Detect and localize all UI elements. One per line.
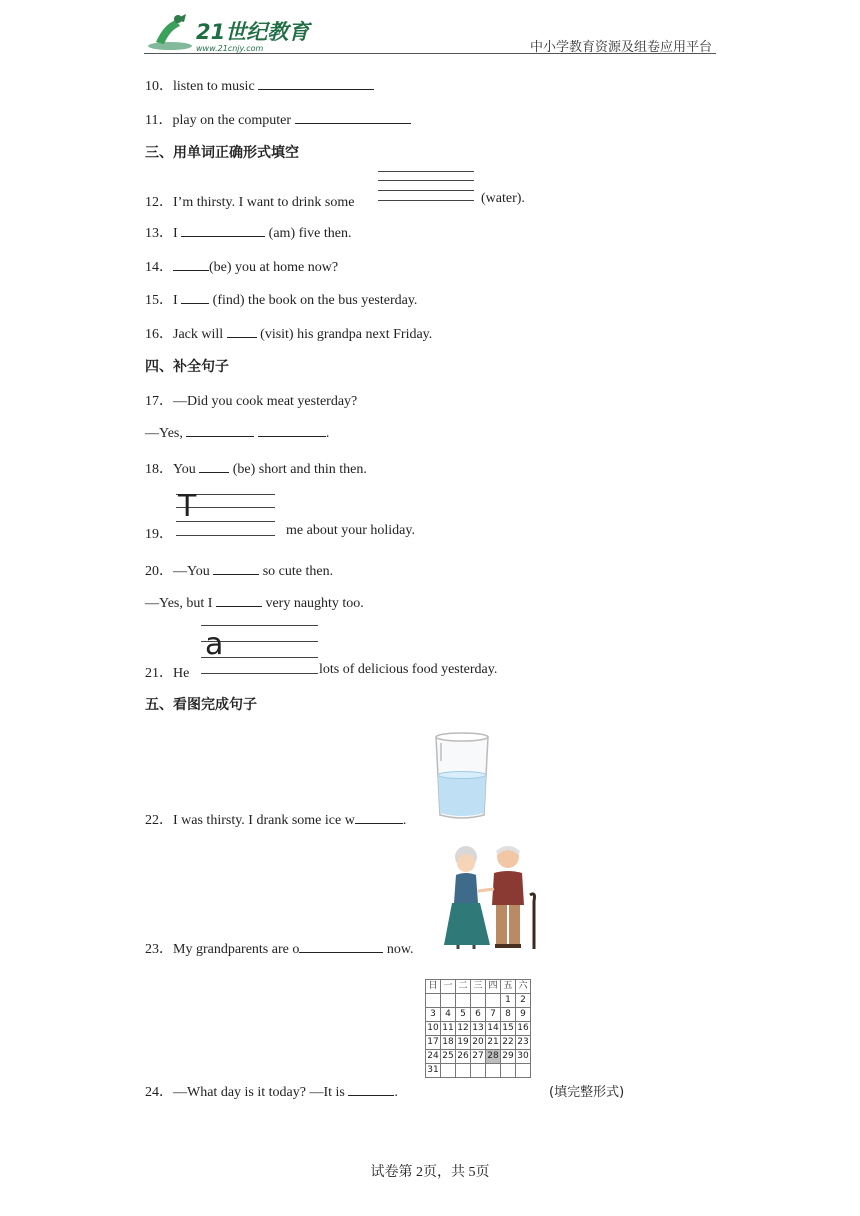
calendar-day-cell <box>471 1064 486 1078</box>
question-21-text: lots of delicious food yesterday. <box>319 662 498 677</box>
question-12-hint: (water). <box>481 191 525 206</box>
question-21: 21．He <box>145 666 190 681</box>
answer-blank[interactable] <box>227 325 257 338</box>
answer-blank[interactable] <box>355 811 403 824</box>
question-22: 22．I was thirsty. I drank some ice w . <box>145 813 407 828</box>
calendar-day-cell <box>486 1064 501 1078</box>
question-20-answer: —Yes, but I very naughty too. <box>145 596 364 611</box>
grandparents-image <box>442 841 538 951</box>
question-18: 18．You (be) short and thin then. <box>145 462 367 477</box>
calendar-header-cell: 六 <box>516 980 531 994</box>
answer-blank[interactable] <box>295 111 411 124</box>
calendar-day-cell: 8 <box>501 1008 516 1022</box>
question-20: 20．—You so cute then. <box>145 564 334 579</box>
question-11: 11．play on the computer <box>145 109 411 129</box>
question-15: 15．I (find) the book on the bus yesterday. <box>145 293 418 308</box>
section-3-title: 三、用单词正确形式填空 <box>145 145 299 161</box>
four-line-writing-area[interactable] <box>378 171 474 202</box>
calendar-header-cell: 日 <box>426 980 441 994</box>
calendar-day-cell: 11 <box>441 1022 456 1036</box>
question-16: 16．Jack will (visit) his grandpa next Friday. <box>145 327 433 342</box>
calendar-grid <box>425 979 531 1078</box>
calendar-day-cell: 4 <box>441 1008 456 1022</box>
svg-text:www.21cnjy.com: www.21cnjy.com <box>196 44 264 53</box>
calendar-day-cell: 19 <box>456 1036 471 1050</box>
question-19: 19． <box>145 527 173 542</box>
answer-blank[interactable] <box>299 940 383 953</box>
calendar-day-cell: 20 <box>471 1036 486 1050</box>
calendar-day-cell: 27 <box>471 1050 486 1064</box>
calendar-day-cell: 31 <box>426 1064 441 1078</box>
calendar-day-cell: 23 <box>516 1036 531 1050</box>
question-10: 10．listen to music <box>145 75 374 95</box>
site-logo <box>146 12 316 54</box>
question-13: 13．I (am) five then. <box>145 226 352 241</box>
calendar-day-cell: 22 <box>501 1036 516 1050</box>
calendar-day-cell: 29 <box>501 1050 516 1064</box>
calendar-day-cell: 7 <box>486 1008 501 1022</box>
question-24-note: (填完整形式) <box>549 1085 625 1100</box>
calendar-day-cell <box>456 994 471 1008</box>
calendar-day-cell: 6 <box>471 1008 486 1022</box>
calendar-day-cell <box>486 994 501 1008</box>
question-12: 12．I’m thirsty. I want to drink some <box>145 195 355 210</box>
answer-blank[interactable] <box>258 77 374 90</box>
glass-of-water-image <box>432 731 492 821</box>
calendar-day-cell <box>501 1064 516 1078</box>
calendar-day-cell <box>471 994 486 1008</box>
calendar-day-cell: 14 <box>486 1022 501 1036</box>
answer-blank[interactable] <box>186 424 254 437</box>
calendar-day-cell: 3 <box>426 1008 441 1022</box>
calendar-day-cell: 13 <box>471 1022 486 1036</box>
calendar-day-cell: 1 <box>501 994 516 1008</box>
calendar-header-cell: 三 <box>471 980 486 994</box>
calendar-day-cell: 2 <box>516 994 531 1008</box>
answer-blank[interactable] <box>181 224 265 237</box>
calendar-day-cell: 5 <box>456 1008 471 1022</box>
calendar-day-cell: 26 <box>456 1050 471 1064</box>
answer-blank[interactable] <box>258 424 326 437</box>
calendar-day-cell: 25 <box>441 1050 456 1064</box>
question-17-answer: —Yes, . <box>145 426 330 441</box>
calendar-header-cell: 一 <box>441 980 456 994</box>
answer-blank[interactable] <box>213 562 259 575</box>
calendar-day-cell: 15 <box>501 1022 516 1036</box>
calendar-image <box>425 979 536 1090</box>
calendar-day-cell: 28 <box>486 1050 501 1064</box>
calendar-day-cell: 9 <box>516 1008 531 1022</box>
calendar-day-cell <box>441 1064 456 1078</box>
calendar-day-cell: 24 <box>426 1050 441 1064</box>
answer-blank[interactable] <box>173 258 209 271</box>
question-14: 14． (be) you at home now? <box>145 260 339 275</box>
question-24: 24．—What day is it today? —It is . <box>145 1085 398 1100</box>
calendar-day-cell: 10 <box>426 1022 441 1036</box>
calendar-day-cell: 16 <box>516 1022 531 1036</box>
calendar-day-cell: 17 <box>426 1036 441 1050</box>
calendar-header-cell: 四 <box>486 980 501 994</box>
answer-blank[interactable] <box>348 1083 394 1096</box>
calendar-day-cell <box>456 1064 471 1078</box>
calendar-day-cell <box>426 994 441 1008</box>
page-footer: 试卷第 2页，共 5页 <box>370 1165 490 1180</box>
calendar-day-cell: 18 <box>441 1036 456 1050</box>
calendar-day-cell: 12 <box>456 1022 471 1036</box>
question-17: 17．—Did you cook meat yesterday? <box>145 394 358 409</box>
calendar-header-cell: 五 <box>501 980 516 994</box>
header-divider <box>144 53 716 54</box>
section-4-title: 四、补全句子 <box>145 359 229 375</box>
calendar-day-cell <box>441 994 456 1008</box>
platform-title: 中小学教育资源及组卷应用平台 <box>530 40 713 55</box>
answer-blank[interactable] <box>199 460 229 473</box>
calendar-day-cell: 30 <box>516 1050 531 1064</box>
answer-blank[interactable] <box>216 594 262 607</box>
section-5-title: 五、看图完成句子 <box>145 697 257 713</box>
hint-letter: T <box>178 489 197 524</box>
question-19-text: me about your holiday. <box>286 523 415 538</box>
svg-text:21世纪教育: 21世纪教育 <box>196 20 310 44</box>
calendar-day-cell: 21 <box>486 1036 501 1050</box>
hint-letter: a <box>205 627 224 662</box>
answer-blank[interactable] <box>181 291 209 304</box>
question-23: 23．My grandparents are o now. <box>145 942 414 957</box>
calendar-day-cell <box>516 1064 531 1078</box>
calendar-header-cell: 二 <box>456 980 471 994</box>
